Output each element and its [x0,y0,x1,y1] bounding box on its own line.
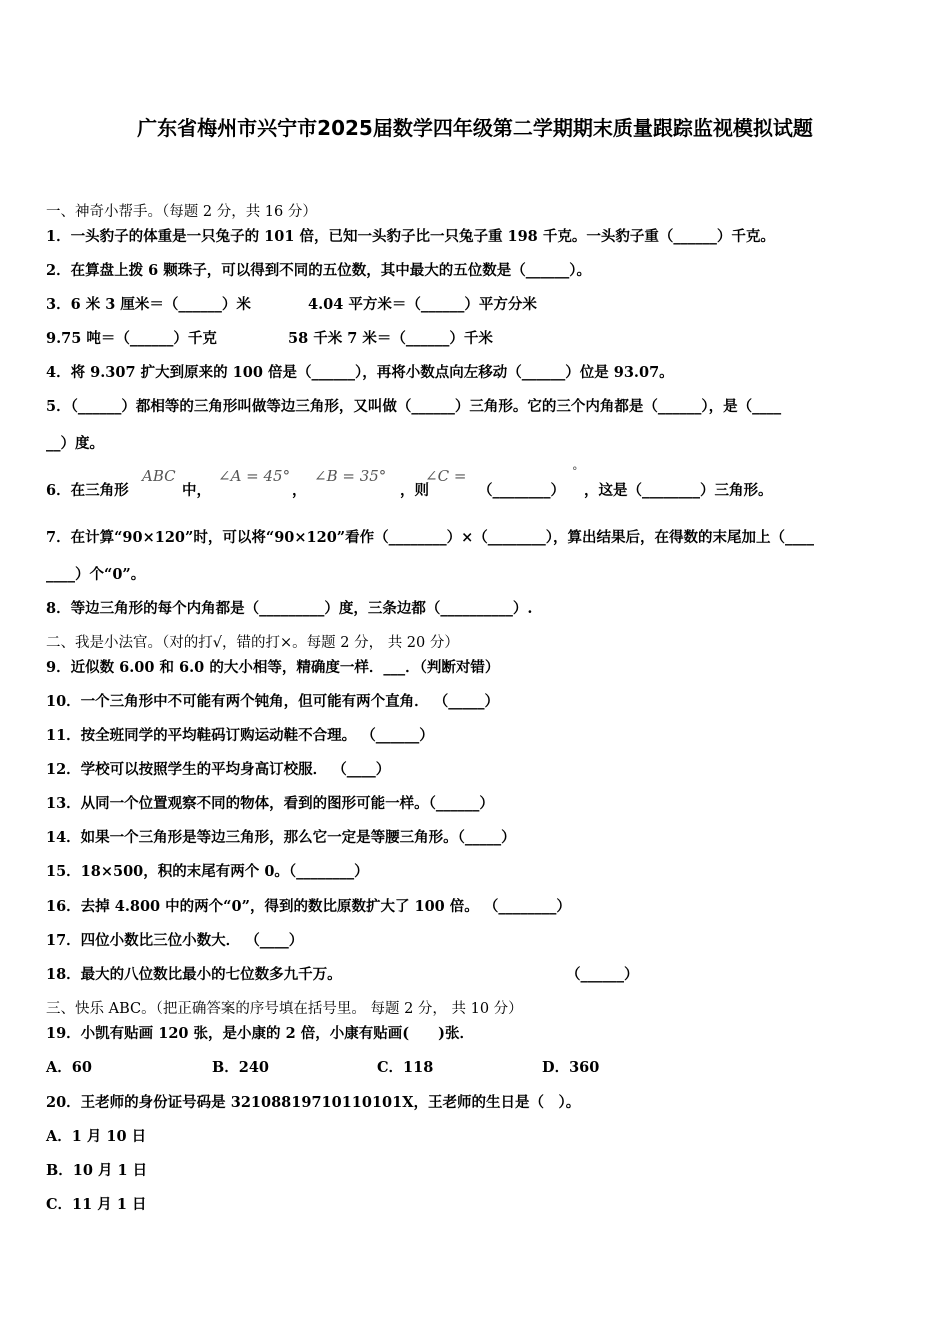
triangle-abc-label: ABC [142,467,176,485]
question-11: 11．按全班同学的平均鞋码订购运动鞋不合理。 （______） [46,727,434,744]
question-15: 15．18×500，积的末尾有两个 0。（________） [46,863,369,880]
question-7b: ____）个“0”。 [46,566,146,583]
question-3c: 9.75 吨＝（______）千克 [46,330,217,347]
q20-option-c: C．11 月 1 日 [46,1196,147,1213]
question-16: 16．去掉 4.800 中的两个“0”，得到的数比原数扩大了 100 倍。 （________） [46,898,571,915]
question-3b: 4.04 平方米＝（______）平方分米 [308,296,537,313]
question-2: 2．在算盘上拨 6 颗珠子，可以得到不同的五位数，其中最大的五位数是（______）。 [46,262,592,279]
q20-option-a: A．1 月 10 日 [46,1128,147,1145]
question-6-comma: ， [292,482,307,499]
angle-a: ∠A = 45° [218,467,291,485]
section2-heading: 二、我是小法官。（对的打√，错的打×。每题 2 分， 共 20 分） [46,635,459,651]
question-6-blank: （________） [478,482,565,499]
q19-option-d: D．360 [542,1059,600,1076]
degree-sign: ° [572,465,578,478]
question-8: 8．等边三角形的每个内角都是（_________）度，三条边都（__________）. [46,600,533,617]
question-6-then: ，则 [400,482,429,499]
question-19: 19．小凯有贴画 120 张，是小康的 2 倍，小康有贴画( )张． [46,1025,474,1042]
q20-option-b: B．10 月 1 日 [46,1162,148,1179]
q19-option-a: A．60 [46,1059,92,1076]
page-title: 广东省梅州市兴宁市2025届数学四年级第二学期期末质量跟踪监视模拟试题 [137,116,813,140]
section1-heading: 一、神奇小帮手。（每题 2 分，共 16 分） [46,204,317,220]
angle-b: ∠B = 35° [314,467,387,485]
question-13: 13．从同一个位置观察不同的物体，看到的图形可能一样。（______） [46,795,494,812]
question-6-suffix: ，这是（________）三角形。 [584,482,773,499]
question-7a: 7．在计算“90×120”时，可以将“90×120”看作（________）×（________），算出结果后，在得数的末尾加上（____ [46,529,815,546]
question-3a: 3．6 米 3 厘米＝（______）米 [46,296,251,313]
question-18-blank: （______） [566,966,639,983]
question-6-in: 中， [182,482,211,499]
question-5a: 5．（______）都相等的三角形叫做等边三角形，又叫做（______）三角形。它的三个内角都是（______），是（____ [46,398,782,415]
question-5b: __）度。 [46,435,104,452]
q19-option-b: B．240 [212,1059,270,1076]
question-3d: 58 千米 7 米＝（______）千米 [288,330,493,347]
question-6-prefix: 6．在三角形 [46,482,129,499]
question-9: 9．近似数 6.00 和 6.0 的大小相等，精确度一样．___．（判断对错） [46,659,500,676]
question-4: 4．将 9.307 扩大到原来的 100 倍是（______），再将小数点向左移动（______）位是 93.07。 [46,364,674,381]
section3-heading: 三、快乐 ABC。（把正确答案的序号填在括号里。 每题 2 分， 共 10 分） [46,1001,523,1017]
question-1: 1．一头豹子的体重是一只兔子的 101 倍，已知一头豹子比一只兔子重 198 千克。一头豹子重（______）千克。 [46,228,775,245]
question-14: 14．如果一个三角形是等边三角形，那么它一定是等腰三角形。（_____） [46,829,516,846]
q19-option-c: C．118 [377,1059,434,1076]
question-12: 12．学校可以按照学生的平均身高订校服． （____） [46,761,391,778]
question-17: 17．四位小数比三位小数大． （____） [46,932,304,949]
angle-c: ∠C = [425,467,467,485]
question-10: 10．一个三角形中不可能有两个钝角，但可能有两个直角． （_____） [46,693,499,710]
question-20: 20．王老师的身份证号码是 32108819710110101X，王老师的生日是（ ）。 [46,1094,581,1111]
question-18: 18．最大的八位数比最小的七位数多九千万。 [46,966,342,983]
